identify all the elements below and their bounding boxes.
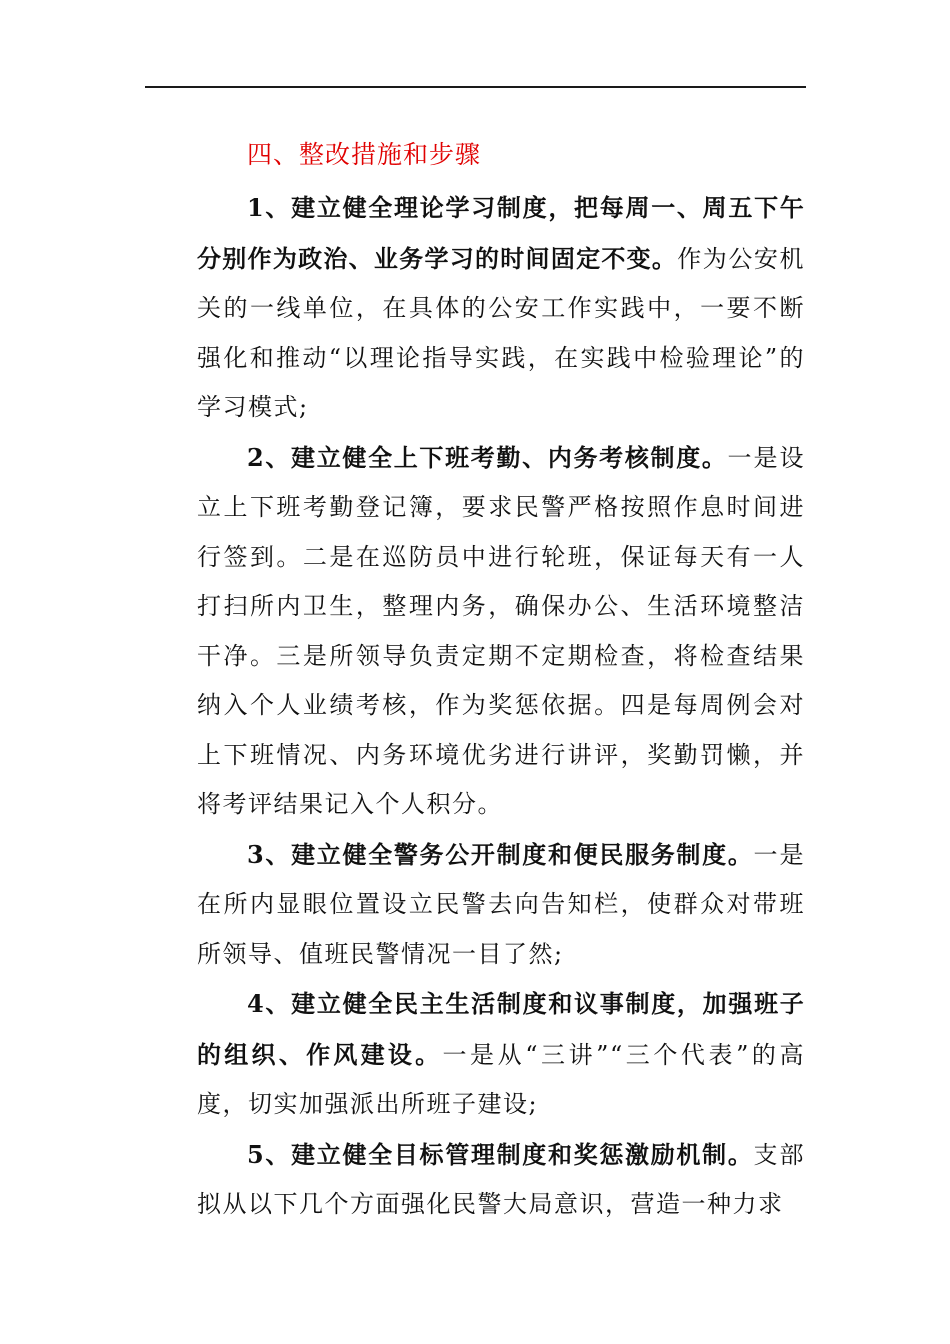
header-rule — [145, 86, 806, 88]
paragraph-2 — [197, 433, 805, 830]
section-heading: 四、整改措施和步骤 — [247, 140, 482, 169]
paragraph-1-lead: 1、建立健全理论学习制度，把每周一、周五下午分别作为政治、业务学习的时间固定不变。 — [197, 193, 805, 273]
paragraph-4-body: 一是从“三讲”“三个代表”的高度，切实加强派出所班子建设; — [197, 1040, 805, 1118]
paragraph-3 — [197, 830, 805, 980]
paragraph-1 — [197, 183, 805, 433]
paragraph-5 — [197, 1130, 805, 1230]
paragraph-2-body: 一是设立上下班考勤登记簿，要求民警严格按照作息时间进行签到。二是在巡防员中进行轮班，保证每天有一人打扫所内卫生，整理内务，确保办公、生活环境整洁干净。三是所领导负责定期不定期检查，将检查结果纳入个人业绩考核，作为奖惩依据。四是每周例会对上下班情况、内务环境优劣进行讲评，奖勤罚懒，并将考评结果记入个人积分。 — [197, 443, 805, 818]
paragraph-3-lead: 3、建立健全警务公开制度和便民服务制度。 — [247, 839, 754, 869]
paragraph-2-lead: 2、建立健全上下班考勤、内务考核制度。 — [247, 442, 728, 472]
paragraph-4 — [197, 979, 805, 1130]
paragraph-5-lead: 5、建立健全目标管理制度和奖惩激励机制。 — [247, 1139, 754, 1169]
paragraph-1-body: 作为公安机关的一线单位，在具体的公安工作实践中，一要不断强化和推动“以理论指导实践，在实践中检验理论”的学习模式; — [197, 244, 805, 421]
paragraph-4-lead: 4、建立健全民主生活制度和议事制度，加强班子的组织、作风建设。 — [197, 989, 805, 1069]
paragraph-3-body: 一是在所内显眼位置设立民警去向告知栏，使群众对带班所领导、值班民警情况一目了然; — [197, 840, 806, 968]
paragraph-5-body: 支部拟从以下几个方面强化民警大局意识，营造一种力求 — [197, 1140, 806, 1218]
document-body — [197, 130, 805, 1230]
